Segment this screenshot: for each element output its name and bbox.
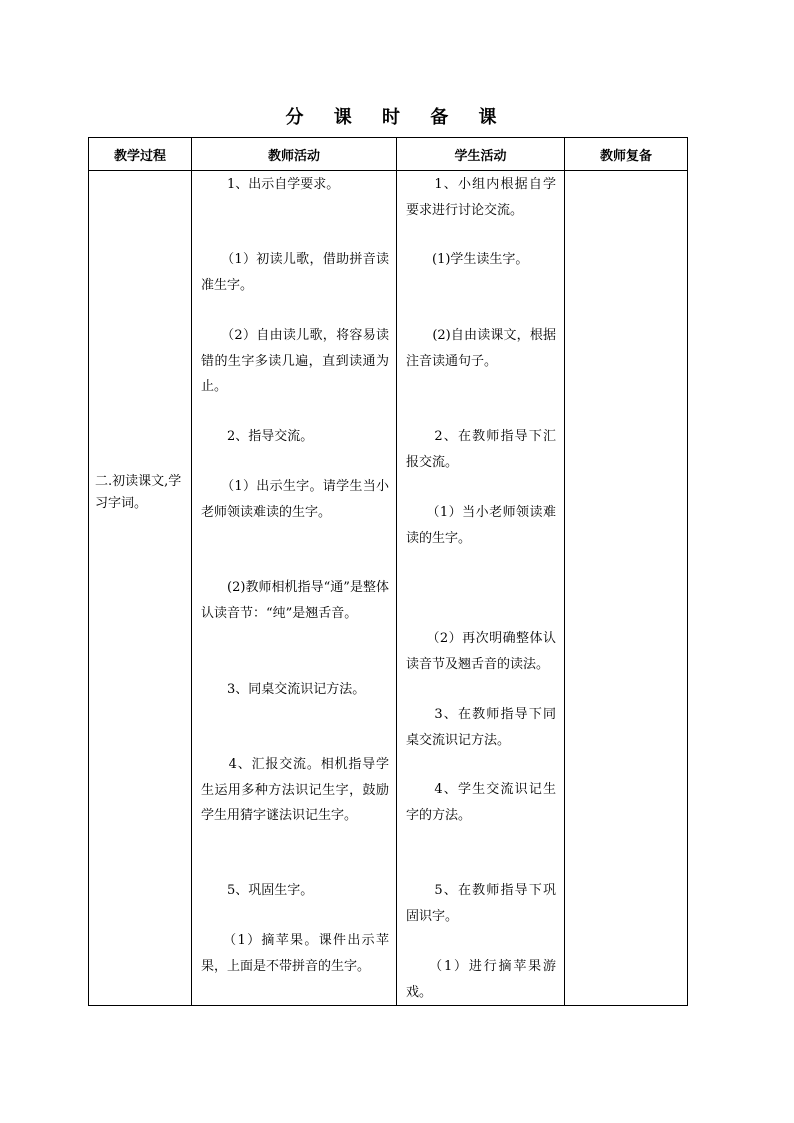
teacher-step: 3、同桌交流识记方法。 [201, 682, 366, 697]
student-step: （2）再次明确整体认读音节及翘舌音的读法。 [406, 631, 556, 672]
process-cell [89, 171, 192, 1006]
page-title: 分 课 时 备 课 [285, 107, 509, 128]
student-step: 1、小组内根据自学要求进行讨论交流。 [406, 177, 556, 218]
student-step: （1）进行摘苹果游戏。 [406, 959, 556, 1000]
student-step: 5、在教师指导下巩固识字。 [406, 883, 556, 924]
student-step: 4、学生交流识记生字的方法。 [406, 782, 556, 823]
header-review: 教师复备 [565, 138, 688, 171]
header-row [89, 138, 688, 171]
student-cell [397, 171, 565, 1006]
teacher-step: 1、出示自学要求。 [201, 177, 340, 192]
student-step: 3、在教师指导下同桌交流识记方法。 [406, 707, 556, 748]
student-step: (2)自由读课文，根据注音读通句子。 [406, 328, 556, 369]
teacher-step: 2、指导交流。 [201, 429, 314, 444]
teacher-step: （1）摘苹果。课件出示苹果，上面是不带拼音的生字。 [201, 933, 389, 974]
teacher-step: 4、汇报交流。相机指导学生运用多种方法识记生字，鼓励学生用猜字谜法识记生字。 [201, 757, 389, 823]
review-cell [565, 171, 688, 1006]
teacher-step: （1）初读儿歌，借助拼音读准生字。 [201, 252, 389, 293]
student-step: (1)学生读生字。 [406, 252, 529, 267]
teacher-step: 5、巩固生字。 [201, 883, 314, 898]
student-step: 2、在教师指导下汇报交流。 [406, 429, 556, 470]
body-row [89, 171, 688, 1006]
teacher-cell [192, 171, 397, 1006]
stage-label: 二.初读课文,学习字词。 [95, 474, 182, 511]
teacher-step: （1）出示生字。请学生当小老师领读难读的生字。 [201, 479, 389, 520]
lesson-plan-table [88, 137, 688, 1006]
header-process: 教学过程 [89, 138, 192, 171]
teacher-step: （2）自由读儿歌，将容易读错的生字多读几遍，直到读通为止。 [201, 328, 389, 394]
teacher-step: (2)教师相机指导“通”是整体认读音节：“纯”是翘舌音。 [201, 580, 389, 621]
student-step: （1）当小老师领读难读的生字。 [406, 505, 556, 546]
header-student: 学生活动 [397, 138, 565, 171]
header-teacher: 教师活动 [192, 138, 397, 171]
